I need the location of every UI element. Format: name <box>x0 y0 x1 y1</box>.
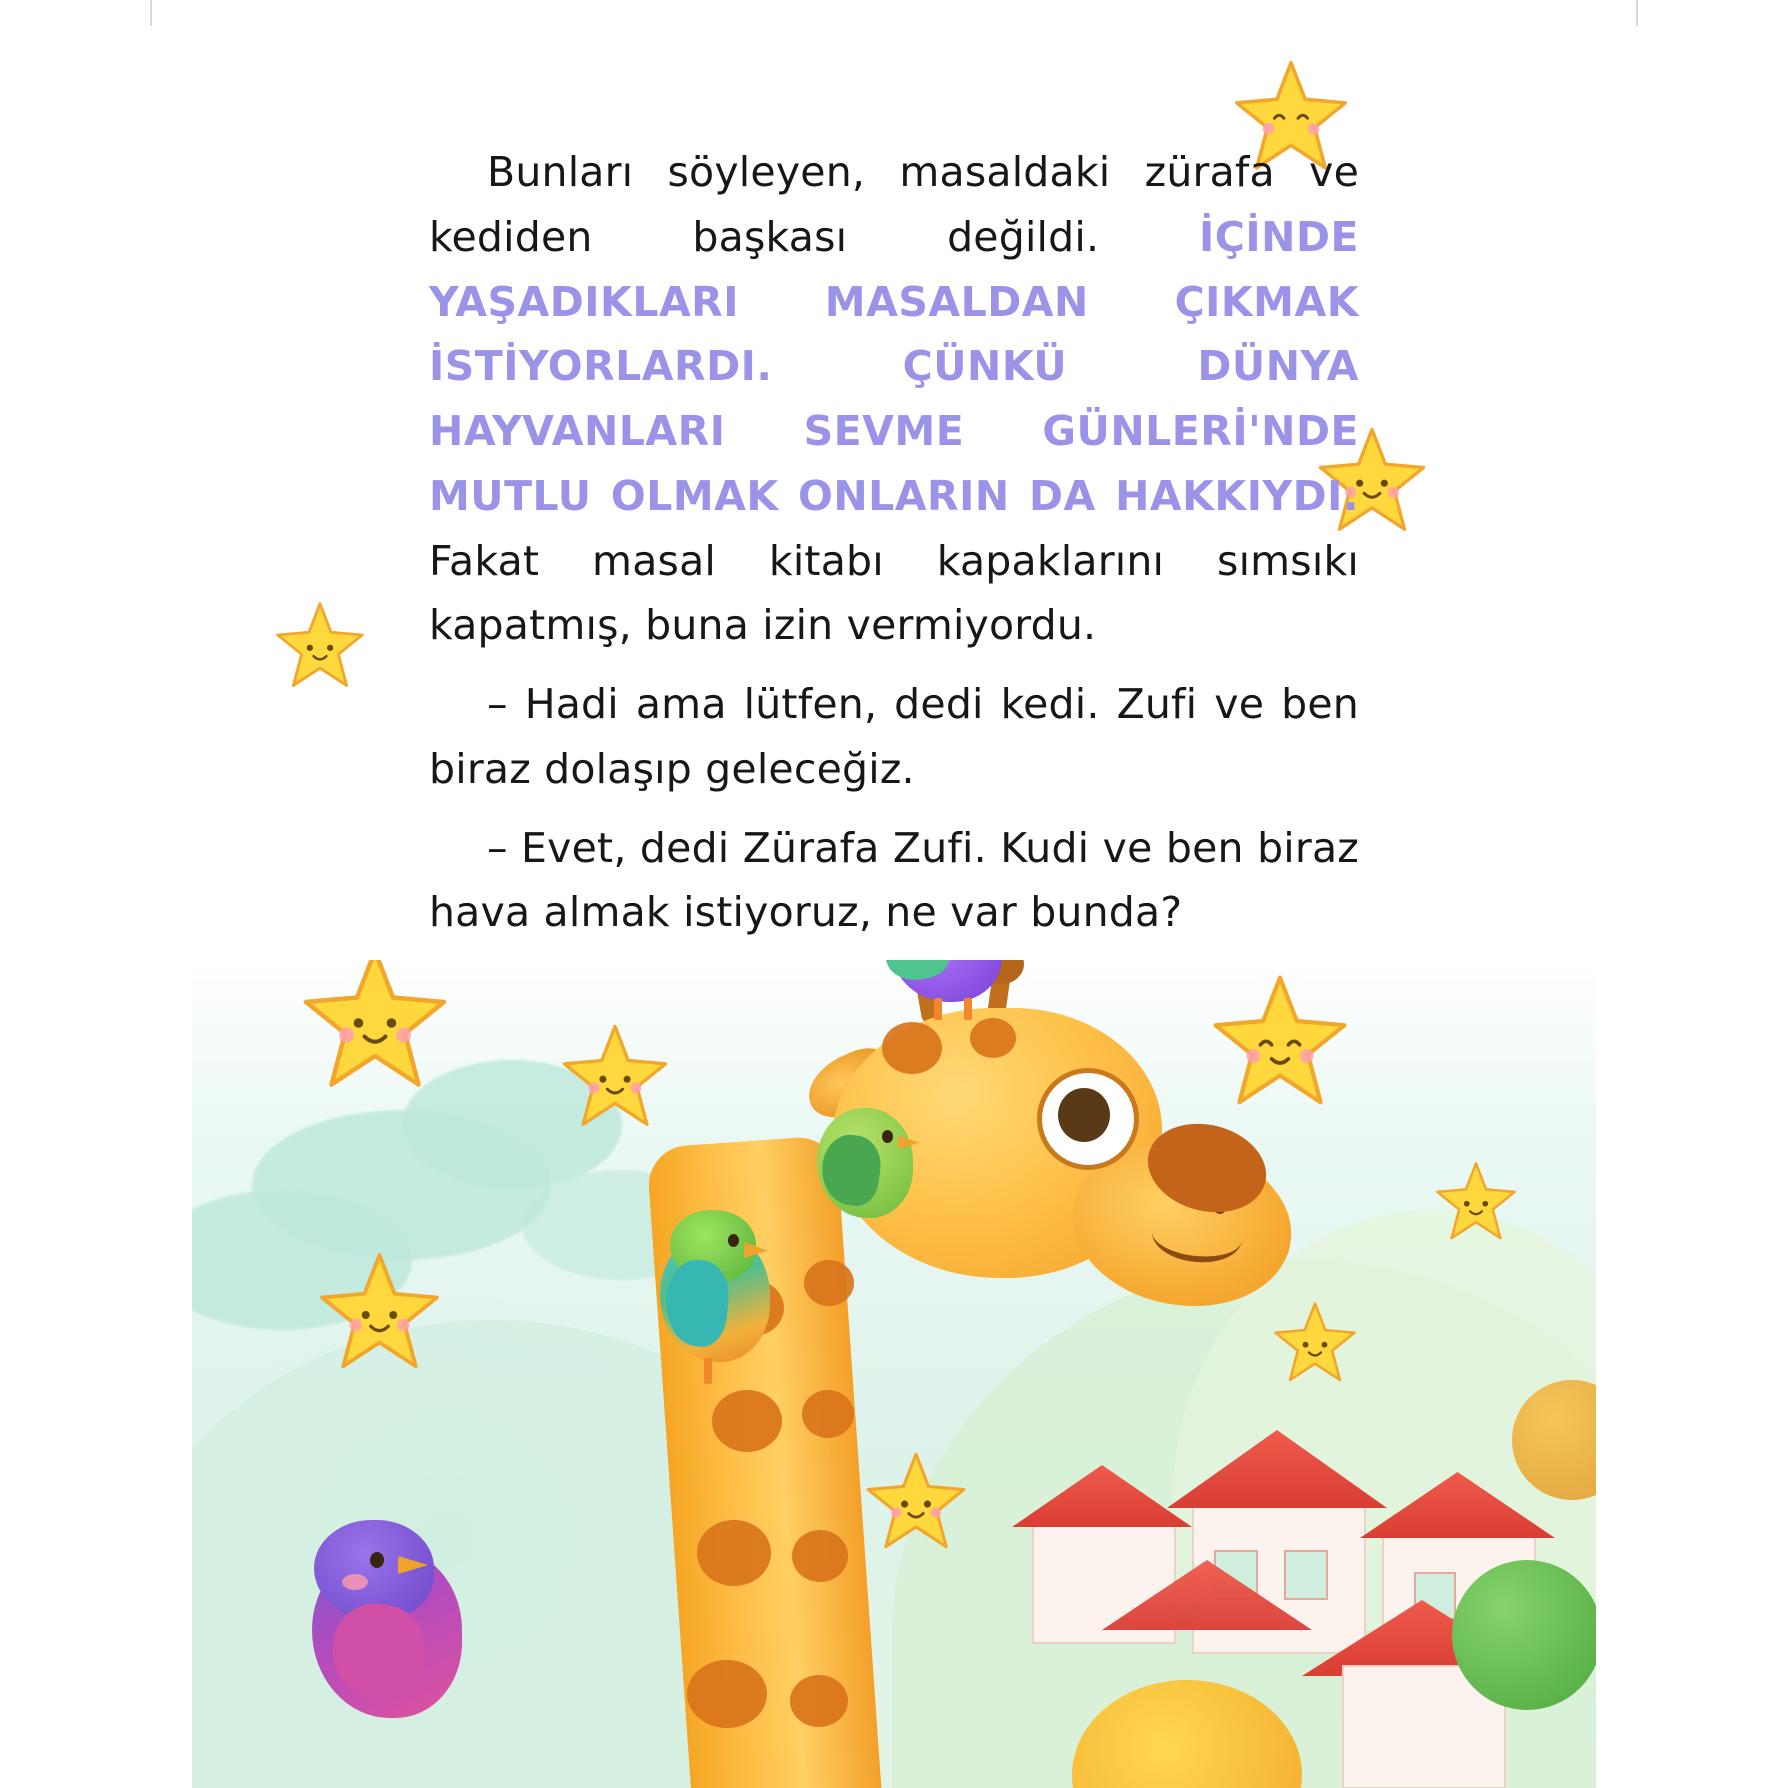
bird-cheek <box>342 1574 368 1590</box>
smiling-star <box>317 1250 442 1375</box>
story-text <box>429 140 1359 951</box>
giraffe-spot <box>970 1018 1016 1058</box>
bird-leg <box>964 998 972 1020</box>
giraffe-spot <box>687 1660 767 1728</box>
smiling-star <box>300 960 450 1095</box>
giraffe-pupil <box>1058 1088 1110 1142</box>
crop-mark-left <box>150 0 152 26</box>
bird-leg <box>934 998 942 1020</box>
giraffe-spot <box>804 1260 854 1306</box>
tree <box>1452 1560 1596 1710</box>
paragraph-1-part-b: Fakat masal kitabı kapaklarını sımsıkı kapatmış, buna izin vermiyordu. <box>429 536 1359 650</box>
giraffe-spot <box>882 1022 942 1074</box>
paragraph-1 <box>429 140 1359 658</box>
paragraph-1-part-a: Bunları söyleyen, masaldaki zürafa ve kediden başkası değildi. <box>429 148 1359 261</box>
illustration <box>192 960 1596 1788</box>
bird-eye <box>370 1552 384 1568</box>
smiling-star <box>274 600 366 692</box>
smiling-star <box>560 1022 670 1132</box>
bird-eye <box>882 1130 893 1143</box>
smiling-star <box>1210 972 1350 1112</box>
paragraph-3: – Evet, dedi Zürafa Zufi. Kudi ve ben biraz hava almak istiyoruz, ne var bunda? <box>429 823 1359 937</box>
page-sheet <box>192 0 1596 1788</box>
giraffe-spot <box>712 1390 782 1452</box>
giraffe-spot <box>790 1675 848 1727</box>
paragraph-1-highlight: İÇİNDE YAŞADIKLARI MASALDAN ÇIKMAK İSTİYORLARDI. ÇÜNKÜ DÜNYA HAYVANLARI SEVME GÜNLERİ'NDE MUTLU OLMAK ONLARIN DA HAKKIYDI. <box>429 212 1359 520</box>
giraffe-spot <box>697 1520 771 1586</box>
crop-mark-right <box>1636 0 1638 26</box>
house-window <box>1284 1550 1328 1600</box>
giraffe-spot <box>792 1530 848 1582</box>
bird-eye <box>728 1234 739 1247</box>
smiling-star <box>1434 1160 1518 1244</box>
paragraph-2: – Hadi ama lütfen, dedi kedi. Zufi ve ben biraz dolaşıp geleceğiz. <box>429 680 1359 793</box>
smiling-star <box>1272 1300 1358 1386</box>
bird-leg <box>704 1358 712 1384</box>
smiling-star <box>864 1450 968 1554</box>
giraffe-spot <box>802 1390 854 1438</box>
